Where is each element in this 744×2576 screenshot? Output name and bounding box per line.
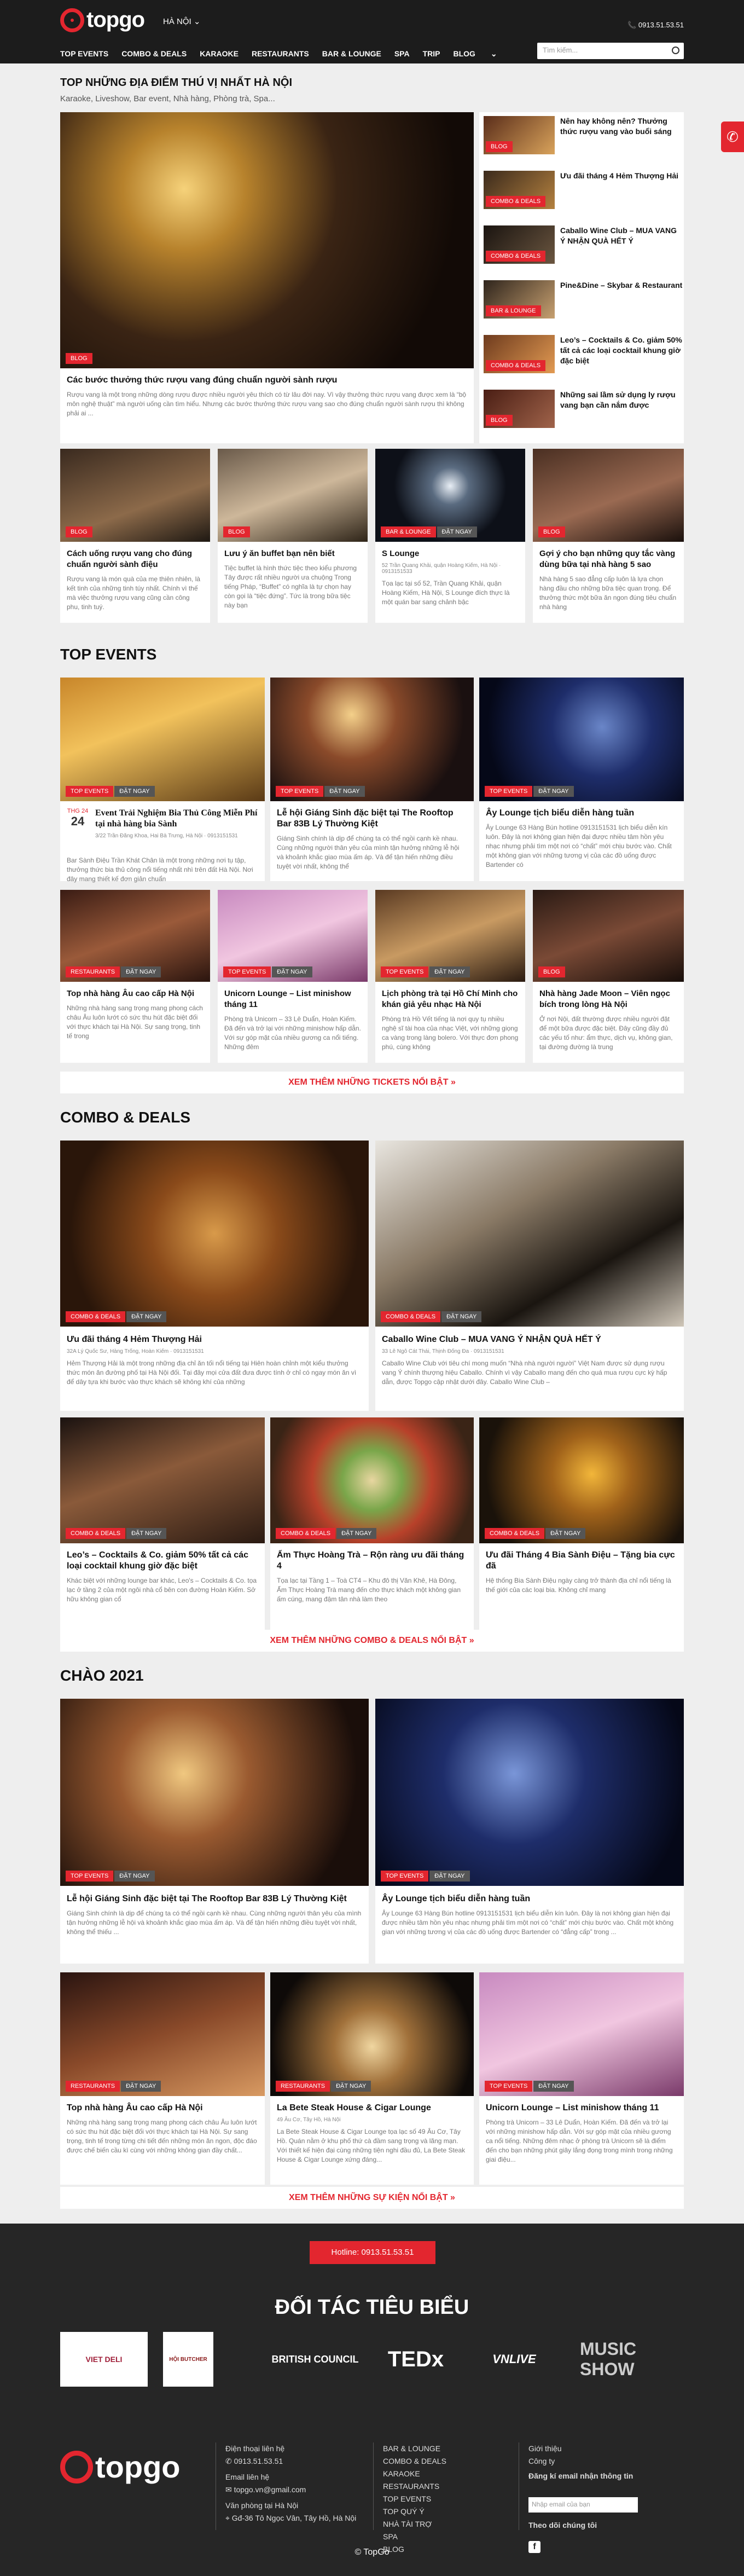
category-badge[interactable]: BLOG (486, 141, 513, 152)
footer (0, 2224, 744, 2576)
deal-address: 32A Lý Quốc Sư, Hàng Trống, Hoàn Kiếm · 0913151531 (67, 1348, 204, 1354)
category-badge[interactable]: BLOG (538, 966, 565, 977)
event-card[interactable] (533, 890, 684, 1063)
side-list-item[interactable] (484, 171, 684, 215)
partner-logo[interactable]: BRITISH COUNCIL (271, 2353, 359, 2365)
deal-card[interactable] (479, 1417, 684, 1630)
category-badge[interactable]: COMBO & DEALS (486, 251, 545, 262)
category-badge[interactable]: BAR & LOUNGE (486, 305, 541, 316)
deal-title[interactable]: Ưu đãi tháng 4 Hẻm Thượng Hải (67, 1335, 202, 1344)
header-phone: 📞 0913.51.53.51 (627, 21, 684, 29)
chevron-down-icon: ⌄ (193, 17, 201, 26)
article-excerpt: Nhà hàng 5 sao đẳng cấp luôn là lựa chọn hàng đầu cho những bữa tiệc quan trọng. Để thưởng thức một bữa ăn ngon đúng tiêu chuẩn nhà hàng (539, 575, 677, 611)
book-now-badge[interactable]: ĐẶT NGAY (533, 786, 573, 797)
follow-label: Theo dõi chúng tôi (528, 2521, 597, 2529)
deal-card[interactable] (60, 1417, 265, 1630)
article-title[interactable]: Cách uống rượu vang cho đúng chuẩn người sành điệu (67, 549, 193, 569)
book-now-badge[interactable]: ĐẶT NGAY (533, 2081, 573, 2092)
category-badge[interactable]: BLOG (66, 353, 92, 364)
article-title[interactable]: Các bước thưởng thức rượu vang đúng chuẩn người sành rượu (67, 375, 338, 385)
category-badge[interactable]: RESTAURANTS (66, 966, 120, 977)
event-title[interactable]: Ây Lounge tịch biểu diễn hàng tuần (486, 808, 635, 818)
nav-trip[interactable]: TRIP (422, 49, 440, 58)
footer-logo[interactable]: topgo (60, 2449, 180, 2485)
footer-link[interactable]: BAR & LOUNGE (383, 2444, 441, 2453)
nav-top-events[interactable]: TOP EVENTS (60, 49, 109, 58)
event-title[interactable]: Top nhà hàng Âu cao cấp Hà Nội (67, 2103, 203, 2112)
deal-title[interactable]: Ẩm Thực Hoàng Trà – Rộn ràng ưu đãi tháng 4 (277, 1550, 464, 1571)
article-title[interactable]: Lưu ý ăn buffet bạn nên biết (224, 549, 335, 558)
location-icon: ⌖ (225, 2514, 232, 2522)
category-badge[interactable]: BLOG (223, 526, 250, 537)
category-badge[interactable]: TOP EVENTS (381, 1871, 428, 1882)
book-now-badge[interactable]: ĐẶT NGAY (121, 2081, 161, 2092)
city-selector[interactable]: HÀ NỘI ⌄ (163, 17, 201, 26)
book-now-badge[interactable]: ĐẶT NGAY (114, 1871, 154, 1882)
book-now-badge[interactable]: ĐẶT NGAY (331, 2081, 371, 2092)
article-title[interactable]: Gợi ý cho bạn những quy tắc vàng dùng bữa tại nhà hàng 5 sao (539, 549, 676, 569)
event-card[interactable] (60, 1699, 369, 1964)
category-badge[interactable]: BAR & LOUNGE (381, 526, 436, 537)
event-excerpt: Phòng trà Hồ Vết tiếng là nơi quy tụ nhiều nghệ sĩ tài hoa của nhạc Việt, với những giọng ca vàng trong làng bolero. Với thực đơn phong phú, cùng không (382, 1015, 519, 1051)
article-excerpt: Tọa lạc tại số 52, Trần Quang Khải, quận Hoàng Kiếm, Hà Nội, S Lounge đích thực là một quán bar sang chảnh bậc (382, 580, 510, 606)
deal-card[interactable] (60, 1141, 369, 1411)
event-excerpt: Ở nơi Nội, đất thường được nhiều người đặt để một bữa được đặc biệt. Đây cũng đầy đủ các yếu tố như: ẩm thực, dịch vụ, không gian, tại đường đường là trung (539, 1015, 673, 1051)
deal-excerpt: Khác biệt với những lounge bar khác, Leo's – Cocktails & Co. tọa lạc ở tầng 2 của một ngôi nhà cổ bên con đường Hoàn Kiếm. Sở hữu không gian cổ (67, 1577, 257, 1603)
deal-address: 33 Lê Ngô Cát Thái, Thịnh Đống Đa · 0913151531 (382, 1348, 504, 1354)
event-excerpt: Những nhà hàng sang trọng mang phong cách châu Âu luôn lướt có sức thu hút đặc biệt đối với thực khách tại Hà Nội. Sự sang trọng, tinh tế trong (67, 1004, 203, 1040)
article-card[interactable] (60, 449, 210, 623)
venue-address: 49 Âu Cơ, Tây Hồ, Hà Nội (277, 2117, 341, 2123)
book-now-badge[interactable]: ĐẶT NGAY (429, 1871, 469, 1882)
partner-logo[interactable]: MUSIC SHOW (580, 2339, 637, 2379)
footer-link[interactable]: TOP QUÝ Ý (383, 2507, 425, 2516)
event-excerpt: Giáng Sinh chính là dịp để chúng ta có thể ngồi cạnh kề nhau. Cùng những người thân yêu của mình tận hưởng những lễ hội và khoảnh khắc giao mùa ấm áp. Và để tận hiến những điều tuyệt vời nhất, không thể thiếu ... (67, 1909, 362, 1936)
footer-link[interactable]: BLOG (383, 2545, 404, 2554)
nav-karaoke[interactable]: KARAOKE (200, 49, 239, 58)
header (0, 0, 744, 43)
partner-logo[interactable]: VNLIVE (492, 2352, 536, 2366)
article-card[interactable] (218, 449, 368, 623)
partner-logo[interactable]: TEDx (387, 2347, 444, 2371)
featured-subtitle: Karaoke, Liveshow, Bar event, Nhà hàng, Phòng trà, Spa... (60, 94, 275, 103)
category-badge[interactable]: RESTAURANTS (66, 2081, 120, 2092)
footer-link[interactable]: Công ty (528, 2457, 555, 2465)
category-badge[interactable]: BLOG (486, 415, 513, 426)
more-deals-button[interactable]: XEM THÊM NHỮNG COMBO & DEALS NỔI BẬT » (60, 1630, 684, 1652)
event-card[interactable] (375, 890, 525, 1063)
book-now-badge[interactable]: ĐẶT NGAY (126, 1528, 166, 1539)
footer-link[interactable]: COMBO & DEALS (383, 2457, 446, 2465)
category-badge[interactable]: COMBO & DEALS (486, 360, 545, 371)
mail-icon: ✉ (225, 2485, 234, 2494)
partner-logo[interactable]: HỘI BUTCHER (163, 2332, 213, 2387)
footer-about (528, 2442, 633, 2482)
book-now-badge[interactable]: ĐẶT NGAY (336, 1528, 376, 1539)
event-card[interactable] (270, 678, 474, 881)
event-title[interactable]: Event Trải Nghiệm Bia Thủ Công Miễn Phí tại nhà hàng bia Sành (95, 808, 258, 829)
nav-restaurants[interactable]: RESTAURANTS (251, 49, 309, 58)
event-excerpt: Giáng Sinh chính là dịp để chúng ta có thể ngồi cạnh kề nhau. Cùng những người thân yêu của mình tận hưởng những lễ hội và khoảnh khắc giao mùa ấm áp. Và để tận hiến những điều tuyệt vời nhất, không thể (277, 835, 460, 870)
deal-excerpt: Hẻm Thượng Hải là một trong những địa chỉ ăn tối nổi tiếng tại Hiên hoàn chỉnh một kiểu thưởng thức món ăn đường phố tại Hà Nội đối. Tại đây mọi cửa đất đưa được tính ở chỉ có ngay món ăn vì để dây tựa khi bước vào thực khách sẽ không khí của những (67, 1359, 357, 1386)
category-badge[interactable]: COMBO & DEALS (66, 1311, 125, 1322)
footer-link[interactable]: KARAOKE (383, 2469, 420, 2478)
side-list-item[interactable] (484, 116, 684, 160)
side-item-title[interactable]: Pine&Dine – Skybar & Restaurant (560, 281, 683, 290)
featured-main-card[interactable] (60, 112, 474, 443)
event-title[interactable]: Top nhà hàng Âu cao cấp Hà Nội (67, 989, 195, 998)
hotline-button[interactable]: Hotline: 0913.51.53.51 (310, 2241, 435, 2264)
deal-title[interactable]: Caballo Wine Club – MUA VANG Ý NHẬN QUÀ HẾT Ý (382, 1335, 601, 1344)
contact-phone[interactable]: ✆ 0913.51.53.51 (225, 2457, 283, 2465)
side-item-title[interactable]: Caballo Wine Club – MUA VANG Ý NHẬN QUÀ HẾT Ý (560, 226, 677, 245)
event-excerpt: Những nhà hàng sang trọng mang phong cách châu Âu luôn lướt có sức thu hút đặc biệt đối với thực khách tại Hà Nội. Sự sang trọng, tinh tế trong từng chi tiết đến những món ăn ngon, độc đáo được chế biến cầu kì cùng với những không gian đầy chất... (67, 2118, 257, 2154)
event-card[interactable] (60, 890, 210, 1063)
article-card[interactable] (533, 449, 684, 623)
event-date: THG 24 24 (67, 808, 89, 828)
contact-label: Điện thoại liên hệ (225, 2444, 285, 2453)
more-tickets-button[interactable]: XEM THÊM NHỮNG TICKETS NỔI BẬT » (60, 1072, 684, 1093)
event-excerpt: Phòng trà Unicorn – 33 Lê Duẩn, Hoàn Kiếm. Đã đến và trở lại với những minishow hấp dẫn. Với sự góp mặt của nhiều gương ca nổi tiếng. Những đêm nhạc ở phòng trà Unicorn sẽ là điểm đến cho bạn những phút giây lắng đọng trong mình trong những giai điệu... (486, 2118, 673, 2163)
article-excerpt: Rượu vang là một trong những dòng rượu được nhiều người yêu thích có từ lâu đời nay. Vì vậy thưởng thức rượu vang được xem là “bộ môn nghệ thuật” mà người uống cần tìm hiểu. Nhưng các bước thưởng thức rượu vang sao cho đúng chuẩn người sành rượu thì không phải ai ... (67, 391, 467, 417)
footer-link[interactable]: RESTAURANTS (383, 2482, 440, 2491)
nav-combo-deals[interactable]: COMBO & DEALS (121, 49, 187, 58)
deal-excerpt: Hệ thống Bia Sành Điệu ngày càng trở thành địa chỉ nổi tiếng là thế giới của các loại bia. Không chỉ mang (486, 1577, 671, 1594)
category-badge[interactable]: BLOG (538, 526, 565, 537)
contact-email[interactable]: ✉ topgo.vn@gmail.com (225, 2485, 306, 2494)
deal-excerpt: Tọa lạc tại Tầng 1 – Toà CT4 – Khu đô thị Văn Khê, Hà Đông, Ẩm Thực Hoàng Trà mang đến cho thực khách một không gian ấm cúng, mang đậm tân nhà làm theo (277, 1577, 461, 1603)
book-now-badge[interactable]: ĐẶT NGAY (324, 786, 364, 797)
deal-excerpt: Caballo Wine Club với tiêu chí mong muốn “Nhà nhà người người” Việt Nam được sử dụng rượu vang Ý chính thượng hiệu Caballo. Chính vì vậy Caballo mang đến cho quá mua rượu cực kỳ hấp dẫn, được Topgo cập nhật dưới đây. Caballo Wine Club – (382, 1359, 667, 1386)
category-badge[interactable]: COMBO & DEALS (381, 1311, 440, 1322)
deal-title[interactable]: Leo’s – Cocktails & Co. giảm 50% tất cả các loại cocktail khung giờ đặc biệt (67, 1550, 248, 1571)
event-excerpt: Bar Sành Điệu Trần Khát Chân là một trong những nơi tụ tập, thưởng thức bia thủ công nổi tiếng nhất nhì trên đất Hà Nội. Nơi đây mang thiết kế đơn giản chuẩn (67, 856, 253, 883)
contact-address: ⌖ Gđ-36 Tô Ngọc Vân, Tây Hồ, Hà Nội (225, 2514, 357, 2522)
event-address: 3/22 Trần Đăng Khoa, Hai Bà Trưng, Hà Nội · 0913151531 (95, 833, 238, 839)
newsletter-title: Đăng kí email nhận thông tin (528, 2471, 633, 2480)
side-item-title[interactable]: Leo’s – Cocktails & Co. giảm 50% tất cả các loại cocktail khung giờ đặc biệt (560, 335, 682, 365)
venue-card[interactable] (375, 449, 525, 623)
nav-spa[interactable]: SPA (394, 49, 410, 58)
book-now-badge[interactable]: ĐẶT NGAY (441, 1311, 481, 1322)
section-title-top-events: TOP EVENTS (60, 646, 157, 663)
event-title[interactable]: Lễ hội Giáng Sinh đặc biệt tại The Rooftop Bar 83B Lý Thường Kiệt (67, 1894, 347, 1903)
book-now-badge[interactable]: ĐẶT NGAY (114, 786, 154, 797)
phone-icon: ✆ (225, 2457, 234, 2465)
side-item-title[interactable]: Ưu đãi tháng 4 Hẻm Thượng Hải (560, 171, 679, 180)
event-card[interactable] (479, 678, 684, 881)
partners-title: ĐỐI TÁC TIÊU BIỂU (275, 2296, 469, 2319)
contact-label: Văn phòng tại Hà Nội (225, 2501, 299, 2510)
book-now-badge[interactable]: ĐẶT NGAY (545, 1528, 585, 1539)
category-badge[interactable]: COMBO & DEALS (276, 1528, 335, 1539)
category-badge[interactable]: COMBO & DEALS (485, 1528, 544, 1539)
footer-contact (225, 2442, 356, 2525)
footer-link[interactable]: TOP EVENTS (383, 2494, 432, 2503)
event-excerpt: La Bete Steak House & Cigar Lounge tọa lạc số 49 Âu Cơ, Tây Hồ. Quán nằm ở khu phố thứ cà đầm sang trọng và lãng mạn. Với thiết kế hiện đại cùng những tiện nghi đầu đủ, La Bete Steak House & Cigar Lounge xứng đáng... (277, 2128, 466, 2163)
nav-bar-lounge[interactable]: BAR & LOUNGE (322, 49, 381, 58)
topgo-logo[interactable]: topgo (60, 8, 144, 32)
book-now-badge[interactable]: ĐẶT NGAY (429, 966, 469, 977)
book-now-badge[interactable]: ĐẶT NGAY (272, 966, 312, 977)
side-list-item[interactable] (484, 225, 684, 269)
side-item-title[interactable]: Những sai lầm sử dụng ly rượu vang bạn cần nắm được (560, 390, 676, 409)
side-list-item[interactable] (484, 335, 684, 379)
copyright: © TopGo (354, 2548, 390, 2557)
nav-blog[interactable]: BLOG ⌄ (453, 49, 497, 58)
category-badge[interactable]: TOP EVENTS (381, 966, 428, 977)
newsletter-email-input[interactable]: Nhập email của bạn (528, 2497, 638, 2513)
footer-link[interactable]: NHÀ TÀI TRỢ (383, 2520, 432, 2528)
contact-label: Email liên hệ (225, 2473, 270, 2481)
call-float-button[interactable] (721, 121, 744, 152)
venue-title[interactable]: La Bete Steak House & Cigar Lounge (277, 2103, 431, 2112)
event-title[interactable]: Lịch phòng trà tại Hồ Chí Minh cho khán giả yêu nhạc Hà Nội (382, 989, 518, 1009)
category-badge[interactable]: TOP EVENTS (485, 2081, 532, 2092)
event-card[interactable] (60, 678, 265, 881)
event-card[interactable] (60, 1972, 265, 2185)
footer-links (383, 2442, 446, 2556)
venue-title[interactable]: S Lounge (382, 549, 420, 558)
search-icon[interactable] (672, 47, 679, 54)
category-badge[interactable]: COMBO & DEALS (486, 196, 545, 207)
event-excerpt: Phòng trà Unicorn – 33 Lê Duẩn, Hoàn Kiếm. Đã đến và trở lại với những minishow hấp dẫn. Với sự góp mặt của nhiều gương ca nổi tiếng. Những đêm (224, 1015, 361, 1051)
footer-link[interactable]: Giới thiệu (528, 2444, 562, 2453)
article-excerpt: Tiệc buffet là hình thức tiệc theo kiểu phương Tây được rất nhiều người ưa chuộng Trong tiếng Pháp, “Buffet” có nghĩa là tự chọn hay còn gọi là “tiệc đứng”. Tức là trong bữa tiệc này bạn (224, 564, 357, 609)
book-now-badge[interactable]: ĐẶT NGAY (121, 966, 161, 977)
article-excerpt: Rượu vang là món quà của mẹ thiên nhiên, là kết tinh của những tinh túy nhất. Chính vì thế mà việc thưởng rượu vang cũng cần công phu, tinh tuý. (67, 575, 201, 611)
event-title[interactable]: Nhà hàng Jade Moon – Viên ngọc bích trong lòng Hà Nội (539, 989, 670, 1009)
section-title-chao-2021: CHÀO 2021 (60, 1667, 144, 1684)
partner-logo[interactable]: VIET DELI (60, 2332, 148, 2387)
event-title[interactable]: Unicorn Lounge – List minishow tháng 11 (486, 2103, 659, 2112)
more-events-button[interactable]: XEM THÊM NHỮNG SỰ KIỆN NỔI BẬT » (60, 2187, 684, 2209)
event-title[interactable]: Ây Lounge tịch biểu diễn hàng tuần (382, 1894, 531, 1903)
search-input[interactable]: Tìm kiếm... (537, 43, 684, 59)
category-badge[interactable]: TOP EVENTS (66, 786, 113, 797)
featured-title: TOP NHỮNG ĐỊA ĐIỂM THÚ VỊ NHẤT HÀ NỘI (60, 77, 293, 89)
event-card[interactable] (375, 1699, 684, 1964)
event-card[interactable] (479, 1972, 684, 2185)
event-title[interactable]: Unicorn Lounge – List minishow tháng 11 (224, 989, 351, 1009)
category-badge[interactable]: RESTAURANTS (276, 2081, 330, 2092)
event-card[interactable] (218, 890, 368, 1063)
side-list-item[interactable] (484, 280, 684, 324)
featured-main-image[interactable] (60, 112, 474, 368)
footer-link[interactable]: SPA (383, 2532, 398, 2541)
event-excerpt: Ây Lounge 63 Hàng Bún hotline 0913151531 lịch biểu diễn kín luôn. Đây là nơi không gian hiện đại được nhiều tâm hồn yêu nhạc nhưng phải tìm một nơi có “chất” mới chịu bước vào. Chất một không gian với những tương vị của các đồ uống được Bartender có (486, 824, 672, 869)
book-now-badge[interactable]: ĐẶT NGAY (437, 526, 477, 537)
phone-icon: ✆ (726, 129, 739, 145)
deal-title[interactable]: Ưu đãi Tháng 4 Bia Sành Điệu – Tặng bia cực đã (486, 1550, 675, 1571)
category-badge[interactable]: TOP EVENTS (276, 786, 323, 797)
category-badge[interactable]: TOP EVENTS (66, 1871, 113, 1882)
category-badge[interactable]: TOP EVENTS (485, 786, 532, 797)
book-now-badge[interactable]: ĐẶT NGAY (126, 1311, 166, 1322)
deal-card[interactable] (270, 1417, 474, 1630)
venue-address: 52 Trần Quang Khải, quận Hoàng Kiếm, Hà Nội · 0913151533 (382, 563, 501, 575)
section-title-combo: COMBO & DEALS (60, 1109, 190, 1126)
nav-menu (60, 49, 510, 59)
category-badge[interactable]: TOP EVENTS (223, 966, 271, 977)
event-excerpt: Ây Lounge 63 Hàng Bún hotline 0913151531 lịch biểu diễn kín luôn. Đây là nơi không gian hiện đại được nhiều tâm hồn yêu nhạc nhưng phải tìm một nơi có “chất” mới chịu bước vào. Chất một không gian với những tương vị của các đồ uống được Bartender có “đẳng cấp” trong ... (382, 1909, 674, 1936)
venue-card[interactable] (270, 1972, 474, 2185)
side-item-title[interactable]: Nên hay không nên? Thưởng thức rượu vang vào buổi sáng (560, 117, 672, 136)
event-title[interactable]: Lễ hội Giáng Sinh đặc biệt tại The Rooftop Bar 83B Lý Thường Kiệt (277, 808, 454, 829)
side-list-item[interactable] (484, 390, 684, 433)
facebook-icon[interactable]: f (528, 2541, 540, 2553)
category-badge[interactable]: COMBO & DEALS (66, 1528, 125, 1539)
category-badge[interactable]: BLOG (66, 526, 92, 537)
deal-card[interactable] (375, 1141, 684, 1411)
phone-icon: 📞 (627, 21, 637, 29)
